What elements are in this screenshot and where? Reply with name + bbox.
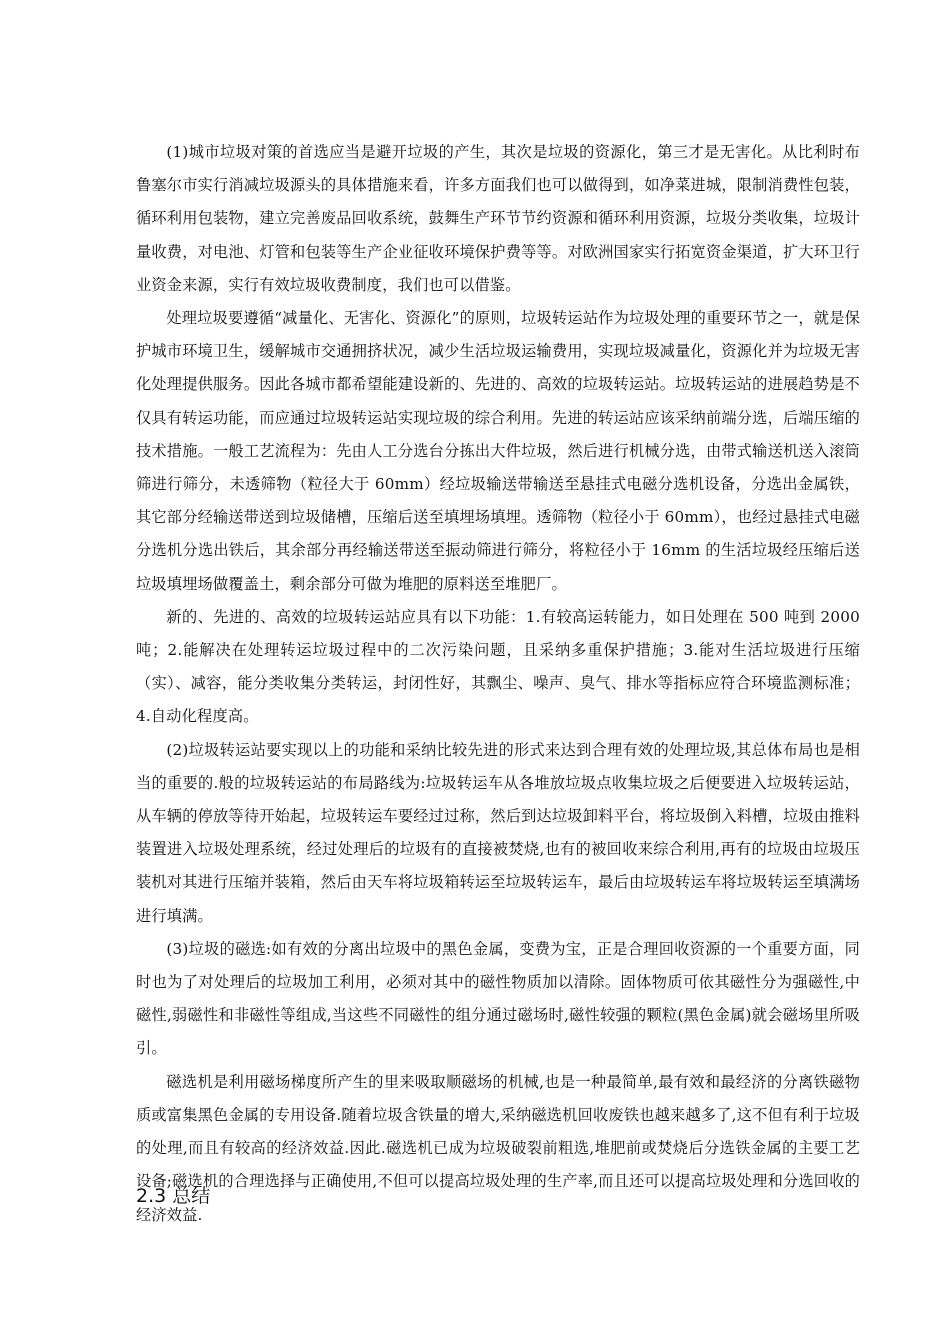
paragraph-transfer-station-functions: 新的、先进的、高效的垃圾转运站应具有以下功能：1.有较高运转能力，如日处理在 500 吨到 2000 吨；2.能解决在处理转运垃圾过程中的二次污染问题，且采纳多重保护措施；3.能对生活垃圾进行压缩（实）、减容，能分类收集分类转运，封闭性好，其飘尘、噪声、臭气、排水等指标应符合环境监测标准；4.自动化程度高。: [136, 607, 860, 726]
section-heading: 2.3 总结: [136, 1185, 211, 1207]
body-text: [136, 136, 860, 1232]
paragraph-transfer-station-layout: (2)垃圾转运站要实现以上的功能和采纳比较先进的形式来达到合理有效的处理垃圾,其总体布局也是相当的重要的.般的垃圾转运站的布局路线为:垃圾转运车从各堆放垃圾点收集垃圾之后便要进入垃圾转运站，从车辆的停放等待开始起，垃圾转运车要经过过称，然后到达垃圾卸料平台，将垃圾倒入料槽，垃圾由推料装置进入垃圾处理系统，经过处理后的垃圾有的直接被焚烧,也有的被回收来综合利用,再有的垃圾由垃圾压装机对其进行压缩并装箱，然后由天车将垃圾箱转运至垃圾转运车，最后由垃圾转运车将垃圾转运至填满场进行填满。: [136, 740, 860, 925]
paragraph-magnetic-separator: 磁选机是利用磁场梯度所产生的里来吸取顺磁场的机械,也是一种最简单,最有效和最经济的分离铁磁物质或富集黑色金属的专用设备.随着垃圾含铁量的增大,采纳磁选机回收废铁也越来越多了,这不但有利于垃圾的处理,而且有较高的经济效益.因此.磁选机已成为垃圾破裂前粗选,堆肥前或焚烧后分选铁金属的主要工艺设备;磁选机的合理选择与正确使用,不但可以提高垃圾处理的生产率,而且还可以提高垃圾处理和分选回收的经济效益.: [136, 1072, 860, 1224]
paragraph-magnetic-separation: (3)垃圾的磁选:如有效的分离出垃圾中的黑色金属，变费为宝，正是合理回收资源的一个重要方面，同时也为了对处理后的垃圾加工利用，必须对其中的磁性物质加以清除。固体物质可依其磁性分为强磁性,中磁性,弱磁性和非磁性等组成,当这些不同磁性的组分通过磁场时,磁性较强的颗粒(黑色金属)就会磁场里所吸引。: [136, 939, 860, 1058]
paragraph-waste-strategy: (1)城市垃圾对策的首选应当是避开垃圾的产生，其次是垃圾的资源化，第三才是无害化。从比利时布鲁塞尔市实行消减垃圾源头的具体措施来看，许多方面我们也可以做得到，如净菜进城，限制消费性包装，循环利用包装物，建立完善废品回收系统，鼓舞生产环节节约资源和循环利用资源，垃圾分类收集，垃圾计量收费，对电池、灯管和包装等生产企业征收环境保护费等等。对欧洲国家实行拓宽资金渠道，扩大环卫行业资金来源，实行有效垃圾收费制度，我们也可以借鉴。: [136, 143, 860, 294]
paragraph-transfer-station-principles: 处理垃圾要遵循“减量化、无害化、资源化”的原则，垃圾转运站作为垃圾处理的重要环节之一，就是保护城市环境卫生，缓解城市交通拥挤状况，减少生活垃圾运输费用，实现垃圾减量化，资源化并为垃圾无害化处理提供服务。因此各城市都希望能建设新的、先进的、高效的垃圾转运站。垃圾转运站的进展趋势是不仅具有转运功能，而应通过垃圾转运站实现垃圾的综合利用。先进的转运站应该采纳前端分选，后端压缩的技术措施。一般工艺流程为：先由人工分选台分拣出大件垃圾，然后进行机械分选，由带式输送机送入滚筒筛进行筛分，未透筛物（粒径大于 60mm）经垃圾输送带输送至悬挂式电磁分选机设备，分选出金属铁，其它部分经输送带送到垃圾储槽，压缩后送至填埋场填埋。透筛物（粒径小于 60mm），也经过悬挂式电磁分选机分选出铁后，其余部分再经输送带送至振动筛进行筛分，将粒径小于 16mm 的生活垃圾经压缩后送垃圾填埋场做覆盖土，剩余部分可做为堆肥的原料送至堆肥厂。: [136, 309, 860, 593]
